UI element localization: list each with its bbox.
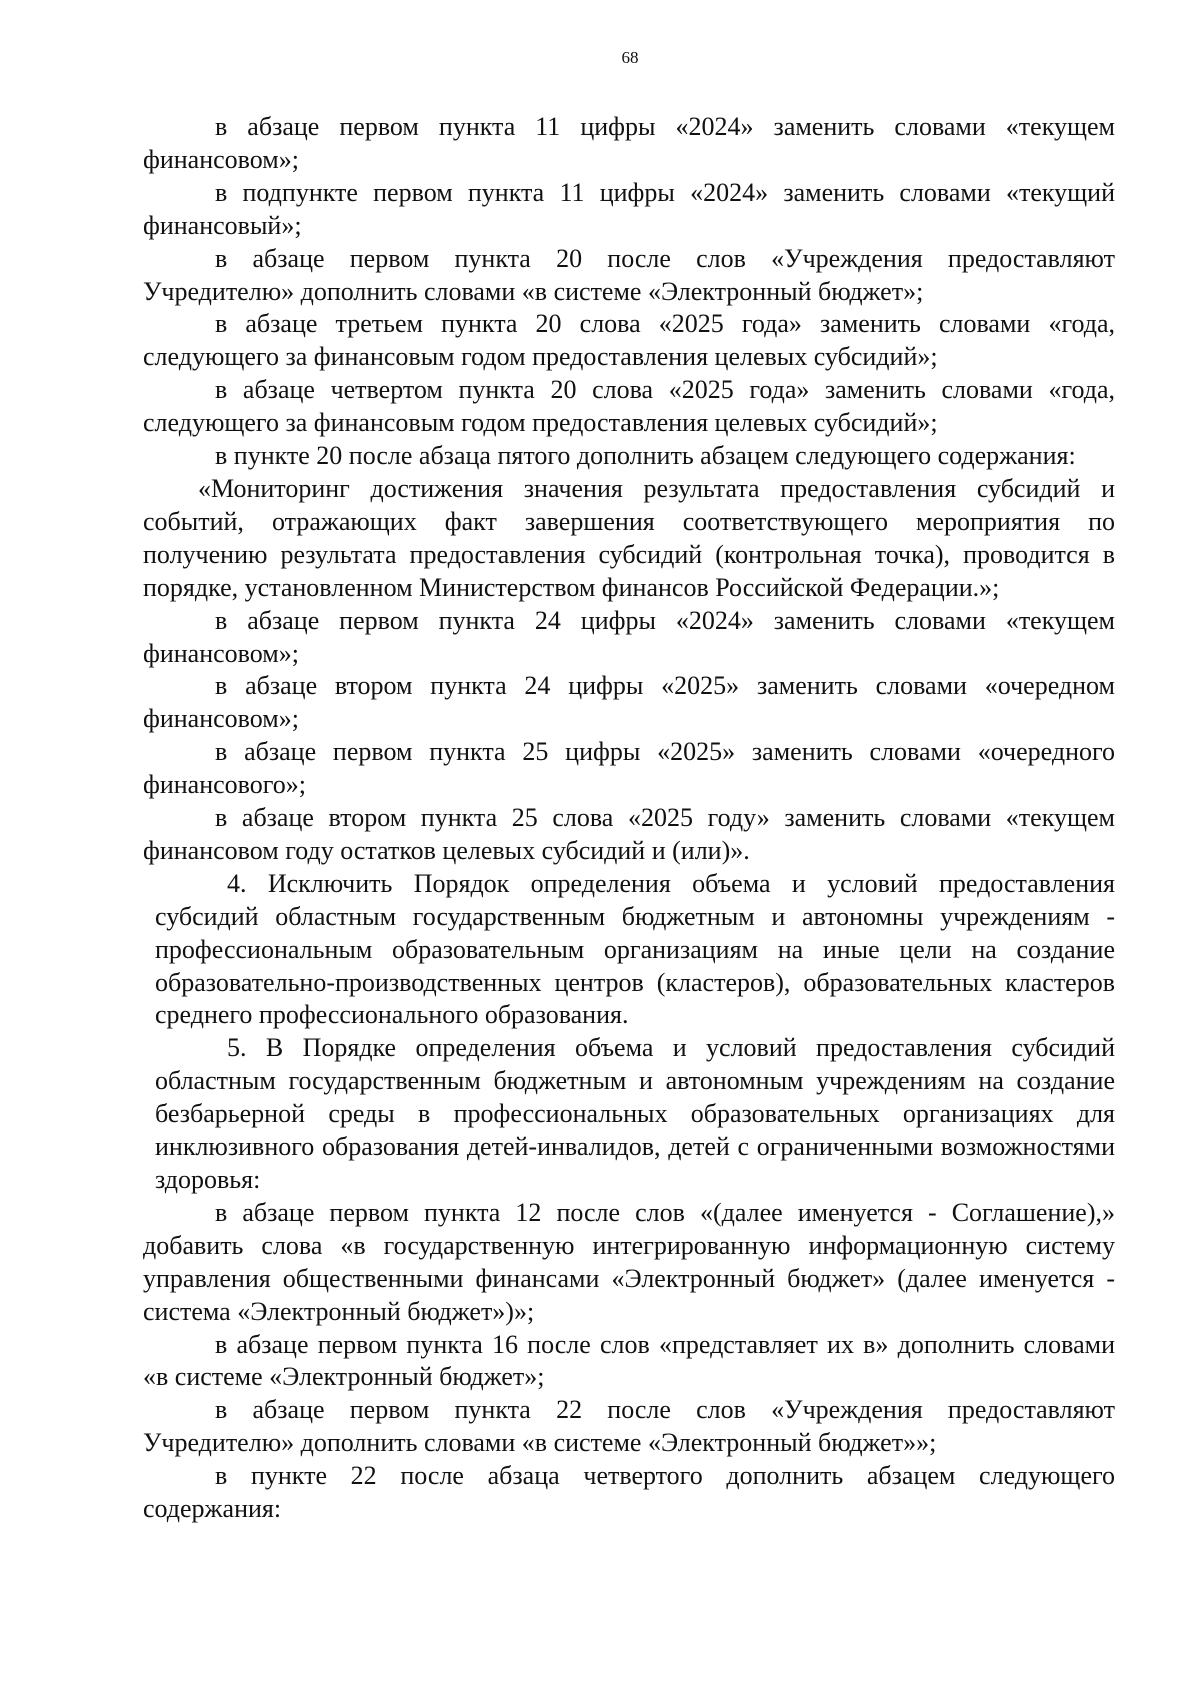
numbered-item-4: 4. Исключить Порядок определения объема и условий предоставления субсидий областным государственным бюджетным и автономны учреждениям - профессиональным образовательным организациям на иные цели на создание образовательно-производственных центров (кластеров), образовательных кластеров среднего профессионального образования. [155,868,1115,1030]
paragraph: в абзаце первом пункта 24 цифры «2024» заменить словами «текущем финансовом»; [143,605,1115,668]
paragraph: в абзаце втором пункта 24 цифры «2025» заменить словами «очередном финансовом»; [143,671,1115,734]
paragraph: в абзаце втором пункта 25 слова «2025 году» заменить словами «текущем финансовом году остатков целевых субсидий и (или)». [143,803,1115,865]
paragraph: в абзаце первом пункта 16 после слов «представляет их в» дополнить словами «в системе «Электронный бюджет»; [143,1329,1115,1392]
paragraph: в абзаце первом пункта 20 после слов «Учреждения предоставляют Учредителю» дополнить словами «в системе «Электронный бюджет»; [143,243,1115,306]
paragraph: в абзаце первом пункта 12 после слов «(далее именуется - Соглашение),» добавить слова «в государственную интегрированную информационную систему управления общественными финансами «Электронный бюджет» (далее именуется - система «Электронный бюджет»)»; [143,1197,1115,1326]
numbered-item-5: 5. В Порядке определения объема и условий предоставления субсидий областным государственным бюджетным и автономным учреждениям на создание безбарьерной среды в профессиональных образовательных организациях для инклюзивного образования детей-инвалидов, детей с ограниченными возможностями здоровья: [155,1033,1115,1194]
paragraph: в абзаце первом пункта 25 цифры «2025» заменить словами «очередного финансового»; [143,737,1115,800]
paragraph: в абзаце третьем пункта 20 слова «2025 года» заменить словами «года, следующего за финансовым годом предоставления целевых субсидий»; [143,309,1115,372]
page-number: 68 [621,48,639,67]
paragraph: в пункте 20 после абзаца пятого дополнить абзацем следующего содержания: [215,441,1076,471]
quoted-paragraph: «Мониторинг достижения значения результата предоставления субсидий и событий, отражающих факт завершения соответствующего мероприятия по получению результата предоставления субсидий (контрольная точка), проводится в порядке, установленном Министерством финансов Российской Федерации.»; [143,473,1115,602]
paragraph: в абзаце первом пункта 11 цифры «2024» заменить словами «текущем финансовом»; [143,112,1115,174]
paragraph: в абзаце четвертом пункта 20 слова «2025 года» заменить словами «года, следующего за финансовым годом предоставления целевых субсидий»; [143,375,1115,438]
paragraph: в пункте 22 после абзаца четвертого дополнить абзацем следующего содержания: [143,1461,1115,1524]
paragraph: в подпункте первом пункта 11 цифры «2024» заменить словами «текущий финансовый»; [143,177,1115,240]
paragraph: в абзаце первом пункта 22 после слов «Учреждения предоставляют Учредителю» дополнить словами «в системе «Электронный бюджет»»; [143,1395,1115,1458]
document-body [143,111,1115,1526]
